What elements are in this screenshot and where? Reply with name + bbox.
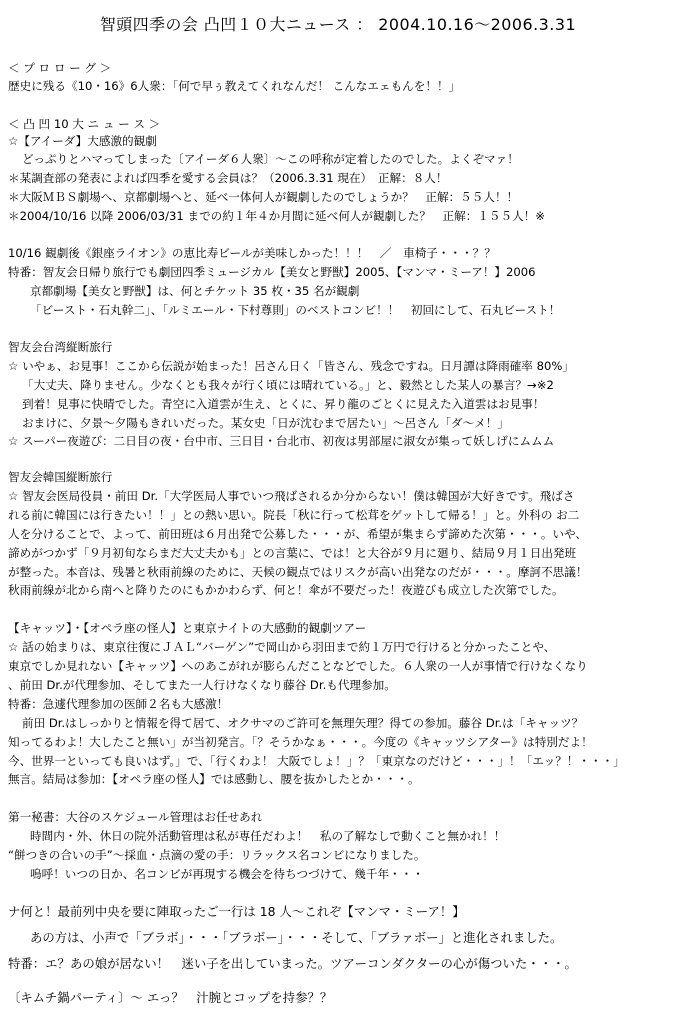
korea-heading: 智友会韓国縦断旅行 bbox=[8, 470, 113, 484]
mamma-special: 特番：エ？あの娘が居ない！ 迷い子を出していまった。ツアーコンダクターの心が傷ついた・・・。 bbox=[8, 956, 577, 971]
taiwan-line: 「大丈夫、降りません。少なくとも我々が行く頃には晴れている。」と、毅然とした某人の暴言？→※2 bbox=[22, 378, 554, 392]
prologue-line: 歴史に残る《10・16》6人衆：「何で早ぅ教えてくれなんだ！ こんなエェもんを！！」 bbox=[8, 79, 461, 93]
secretary-heading: 第一秘書：大谷のスケジュール管理はお任せあれ bbox=[8, 810, 263, 824]
korea-line: れる前に韓国には行きたい！！」との熱い思い。院長「秋に行って松茸をゲットして帰る！」と。外科の お二 bbox=[8, 508, 580, 522]
cats-line: ☆ 話の始まりは、東京往復にＪＡＬ“バーゲン”で岡山から羽田まで約１万円で行けると分かったことや、 bbox=[8, 640, 556, 654]
lion-line: 10/16 観劇後《銀座ライオン》の恵比寿ビールが美味しかった！！！ ／ 車椅子・・・？？ bbox=[8, 246, 496, 260]
korea-line: ☆ 智友会医局役員・前田 Dr.「大学医局人事でいつ飛ばされるか分からない！僕は韓国が大好きです。飛ばさ bbox=[8, 489, 575, 503]
korea-line: 秋雨前線が北から南へと降りたのにもかかわらず、何と！傘が不要だった！夜遊びも成立した次第でした。 bbox=[8, 583, 564, 597]
secretary-line: 時間内・外、休日の院外活動管理は私が専任だわよ！ 私の了解なしで動くこと無かれ！！ bbox=[30, 829, 506, 843]
taiwan-line: ☆ いやぁ、お見事！ここから伝説が始まった！呂さん日く「皆さん、残念ですね。日月譚は降雨確率 80%」 bbox=[8, 359, 574, 373]
cats-line: 東京でしか見れない【キャッツ】へのあこがれが膨らんだことなどでした。６人衆の一人が事情で行けなくなり bbox=[8, 659, 588, 673]
mamma-heading: ナ何と！最前列中央を要に陣取ったご一行は 18 人〜これぞ【マンマ・ミーア！】 bbox=[8, 904, 465, 919]
news-heading: ＜ 凸 凹 10 大 ニ ュ ー ス ＞ bbox=[8, 117, 161, 131]
cats-line: 前田 Dr.はしっかりと情報を得て居て、オクサマのご許可を無理矢理？得ての参加。藤谷 Dr.は「キャッツ？ bbox=[22, 716, 584, 730]
korea-line: 人を分けることで、よって、前田班は６月出発で公募した・・・が、希望が集まらず諦めた次第・・・。いや、 bbox=[8, 527, 587, 541]
taiwan-line: ☆ スーパー夜遊び：二日目の夜・台中市、三日目・台北市、初夜は男部屋に淑女が集って妖しげにムムム bbox=[8, 434, 555, 448]
mamma-line: あの方は、小声で「ブラボ」・・・「ブラボー」・・・そして、「ブラァボー」と進化されました。 bbox=[30, 930, 563, 945]
aida-line: ＊某調査部の発表によれば四季を愛する会員は？（2006.3.31 現在） 正解：８人！ bbox=[8, 171, 448, 185]
taiwan-line: おまけに、夕景〜夕陽もきれいだった。某女史「日が沈むまで居たい」〜呂さん「ダ〜メ！」 bbox=[22, 416, 509, 430]
kimchi-line: 〔キムチ鍋パーティ〕〜 エっ？ 汁腕とコップを持参？？ bbox=[8, 990, 333, 1005]
lion-line: 「ビースト・石丸幹二」、「ルミエール・下村尊則」のベストコンビ！！ 初回にして、石丸ビースト！ bbox=[30, 303, 561, 317]
cats-special: 特番：急遽代理参加の医師２名も大感激！ bbox=[8, 697, 229, 711]
secretary-line: “餅つきの合いの手”〜採血・点滴の愛の手：リラックス名コンビになりました。 bbox=[8, 848, 426, 862]
secretary-line: 嗚呼！いつの日か、名コンビが再現する機会を待ちつづけて、幾千年・・・ bbox=[30, 867, 424, 881]
korea-line: 諦めがつかず「９月初旬ならまだ大丈夫かも」との言葉に、では！と大谷が９月に廻り、結局９月１日出発班 bbox=[8, 546, 577, 560]
taiwan-line: 到着！見事に快晴でした。青空に入道雲が生え、とくに、昇り龍のごとくに見えた入道雲はお見事！ bbox=[22, 397, 545, 411]
aida-line: ＊2004/10/16 以降 2006/03/31 までの約１年４か月間に延べ何人が観劇した？ 正解：１５５人！※ bbox=[8, 209, 546, 223]
prologue-heading: ＜ プ ロ ロ ー グ ＞ bbox=[8, 61, 112, 75]
page-title: 智頭四季の会 凸凹１０大ニュース ： 2004.10.16〜2006.3.31 bbox=[99, 15, 577, 34]
korea-line: が整った。本音は、残暑と秋雨前線のために、天候の観点ではリスクが高い出発なのだが・・・。摩訶不思議！ bbox=[8, 565, 588, 579]
lion-line: 京都劇場【美女と野獣】は、何とチケット 35 枚・35 名が観劇 bbox=[30, 284, 360, 298]
aida-line: ＊大阪ＭＢＳ劇場へ、京都劇場へと、延べ一体何人が観劇したのでしょうか？ 正解：５５人！！ bbox=[8, 190, 519, 204]
taiwan-heading: 智友会台湾縦断旅行 bbox=[8, 340, 113, 354]
cats-line: 知ってるわよ！大したこと無い」が当初発言。「？そうかなぁ・・・。今度の《キャッツシアター》は特別だよ！ bbox=[8, 735, 593, 749]
cats-line: 今、世界一といっても良いはず。」で、「行くわよ！ 大阪でしょ！」？「東京なのだけど・・・」！「エッ？！・・・」 bbox=[8, 754, 625, 768]
aida-line: どっぷりとハマってしまった〔アイーダ６人衆〕〜この呼称が定着したのでした。よくぞマァ！ bbox=[22, 152, 519, 166]
cats-line: 、前田 Dr.が代理参加、そしてまた一人行けなくなり藤谷 Dr.も代理参加。 bbox=[8, 678, 396, 692]
aida-heading: ☆【アイーダ】大感激的観劇 bbox=[8, 134, 157, 148]
cats-line: 無言。結局は参加：【オペラ座の怪人】では感動し、腰を抜かしたとか・・・。 bbox=[8, 772, 420, 786]
lion-line: 特番：智友会日帰り旅行でも劇団四季ミュージカル【美女と野獣】2005、【マンマ・ミーア！】2006 bbox=[8, 265, 536, 279]
cats-heading: 【キャッツ】・【オペラ座の怪人】と東京ナイトの大感動的観劇ツアー bbox=[8, 621, 367, 635]
